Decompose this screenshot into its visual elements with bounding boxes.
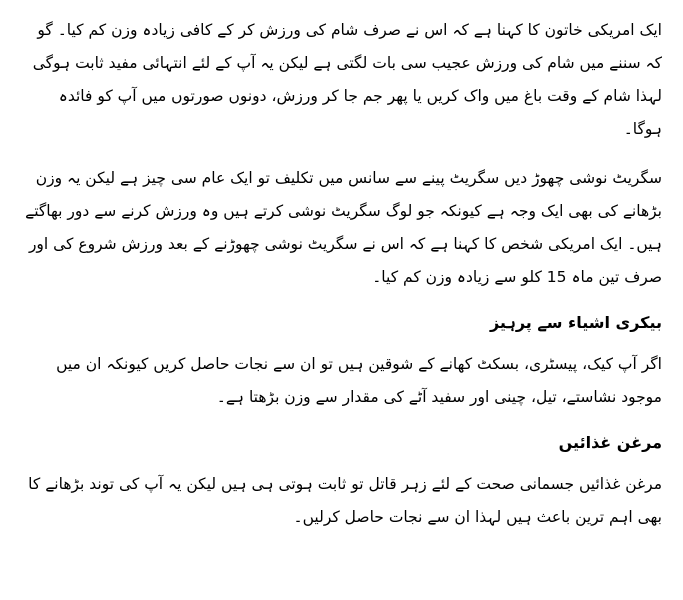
paragraph-quit-smoking: سگریٹ نوشی چھوڑ دیں سگریٹ پینے سے سانس میں تکلیف تو ایک عام سی چیز ہے لیکن یہ وزن بڑھانے کی بھی ایک وجہ ہے کیونکہ جو لوگ سگریٹ نوشی کرتے ہیں وہ ورزش کرنے سے دور بھاگتے ہیں۔ ایک امریکی شخص کا کہنا ہے کہ اس نے سگریٹ نوشی چھوڑنے کے بعد ورزش شروع کی اور صرف تین ماہ 15 کلو سے زیادہ وزن کم کیا۔ bbox=[25, 169, 662, 286]
paragraph-bakery-items: اگر آپ کیک، پیسٹری، بسکٹ کھانے کے شوقین ہیں تو ان سے نجات حاصل کریں کیونکہ ان میں موجود نشاستے، تیل، چینی اور سفید آٹے کی مقدار سے وزن بڑھتا ہے۔ bbox=[56, 355, 662, 406]
article bbox=[22, 0, 662, 534]
section-heading-fatty-foods: مرغن غذائیں bbox=[558, 433, 662, 452]
paragraph-fatty-foods: مرغن غذائیں جسمانی صحت کے لئے زہر قاتل تو ثابت ہوتی ہی ہیں لیکن یہ آپ کی توند بڑھانے کا بھی اہم ترین باعث ہیں لہذا ان سے نجات حاصل کرلیں۔ bbox=[28, 475, 662, 526]
paragraph-evening-exercise: ایک امریکی خاتون کا کہنا ہے کہ اس نے صرف شام کی ورزش کر کے کافی زیادہ وزن کم کیا۔ گو کہ سننے میں شام کی ورزش عجیب سی بات لگتی ہے لیکن یہ آپ کے لئے انتہائی مفید ثابت ہوگی لہذا شام کے وقت باغ میں واک کریں یا پھر جم جا کر ورزش، دونوں صورتوں میں آپ کو فائدہ ہوگا۔ bbox=[32, 21, 662, 138]
section-heading-bakery-items: بیکری اشیاء سے پرہیز bbox=[489, 313, 662, 332]
